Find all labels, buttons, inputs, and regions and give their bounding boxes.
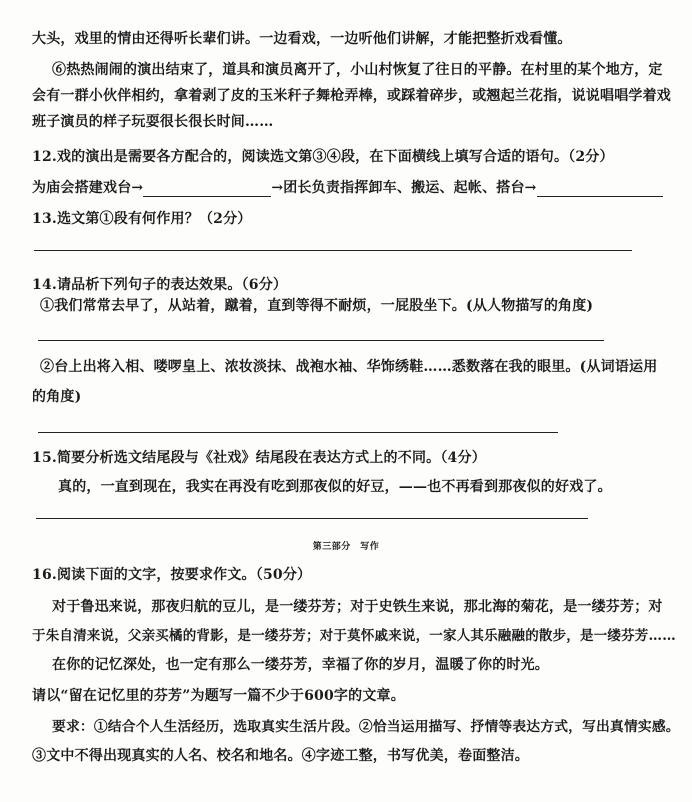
passage-line: 会有一群小伙伴相约，拿着剥了皮的玉米秆子舞枪弄棒，或踩着碎步，或翘起兰花指，说说唱唱学着戏 — [32, 88, 671, 104]
passage-line: 班子演员的样子玩耍很长很长时间…… — [32, 114, 274, 130]
question-13-prompt: 13.选文第①段有何作用？（2分） — [32, 211, 252, 227]
essay-material-line: 于朱自清来说，父亲买橘的背影，是一缕芬芳；对于莫怀戚来说，一家人其乐融融的散步，是一缕芬芳…… — [32, 628, 676, 644]
essay-material-line: 在你的记忆深处，也一定有那么一缕芬芳，幸福了你的岁月，温暖了你的时光。 — [52, 657, 549, 673]
essay-material-line: 对于鲁迅来说，那夜归航的豆儿，是一缕芬芳；对于史铁生来说，那北海的菊花，是一缕芬芳；对 — [52, 599, 663, 615]
answer-line-15[interactable] — [36, 518, 588, 519]
question-15-quote: 真的，一直到现在，我实在再没有吃到那夜似的好豆，——也不再看到那夜似的好戏了。 — [58, 479, 612, 495]
answer-line-13[interactable] — [34, 250, 632, 251]
question-12-prompt: 12.戏的演出是需要各方配合的，阅读选文第③④段，在下面横线上填写合适的语句。（2分） — [32, 149, 614, 165]
answer-blank-1[interactable] — [143, 182, 271, 197]
essay-requirements: 要求：①结合个人生活经历，选取真实生活片段。②恰当运用描写、抒情等表达方式，写出真情实感。 — [52, 719, 680, 735]
question-14-item-2-cont: 的角度) — [32, 389, 82, 405]
flow-step-3: →团长负责指挥卸车、搬运、起帐、搭台→ — [271, 180, 537, 196]
essay-requirements-cont: ③文中不得出现真实的人名、校名和地名。④字迹工整，书写优美，卷面整洁。 — [32, 748, 529, 764]
question-14-item-2: ②台上出将入相、喽啰皇上、浓妆淡抹、战袍水袖、华饰绣鞋……悉数落在我的眼里。(从词语运用 — [40, 359, 658, 375]
section-heading: 第三部分 写作 — [312, 542, 380, 552]
question-15-prompt: 15.简要分析选文结尾段与《社戏》结尾段在表达方式上的不同。（4分） — [32, 450, 486, 466]
answer-line-14-1[interactable] — [38, 340, 604, 341]
essay-task: 请以“留在记忆里的芬芳”为题写一篇不少于600字的文章。 — [32, 688, 405, 704]
passage-line: 大头，戏里的情由还得听长辈们讲。一边看戏，一边听他们讲解，才能把整折戏看懂。 — [32, 31, 572, 47]
question-14-item-1: ①我们常常去早了，从站着，蹴着，直到等得不耐烦，一屁股坐下。(从人物描写的角度) — [40, 298, 594, 314]
question-14-prompt: 14.请品析下列句子的表达效果。（6分） — [32, 277, 288, 293]
answer-line-14-2[interactable] — [38, 432, 558, 433]
flow-step-1: 为庙会搭建戏台→ — [32, 180, 144, 196]
answer-blank-2[interactable] — [537, 182, 663, 197]
passage-paragraph-6: ⑥热热闹闹的演出结束了，道具和演员离开了，小山村恢复了往日的平静。在村里的某个地方，定 — [52, 62, 663, 78]
question-12-flow — [32, 179, 663, 197]
question-16-prompt: 16.阅读下面的文字，按要求作文。（50分） — [32, 567, 312, 583]
